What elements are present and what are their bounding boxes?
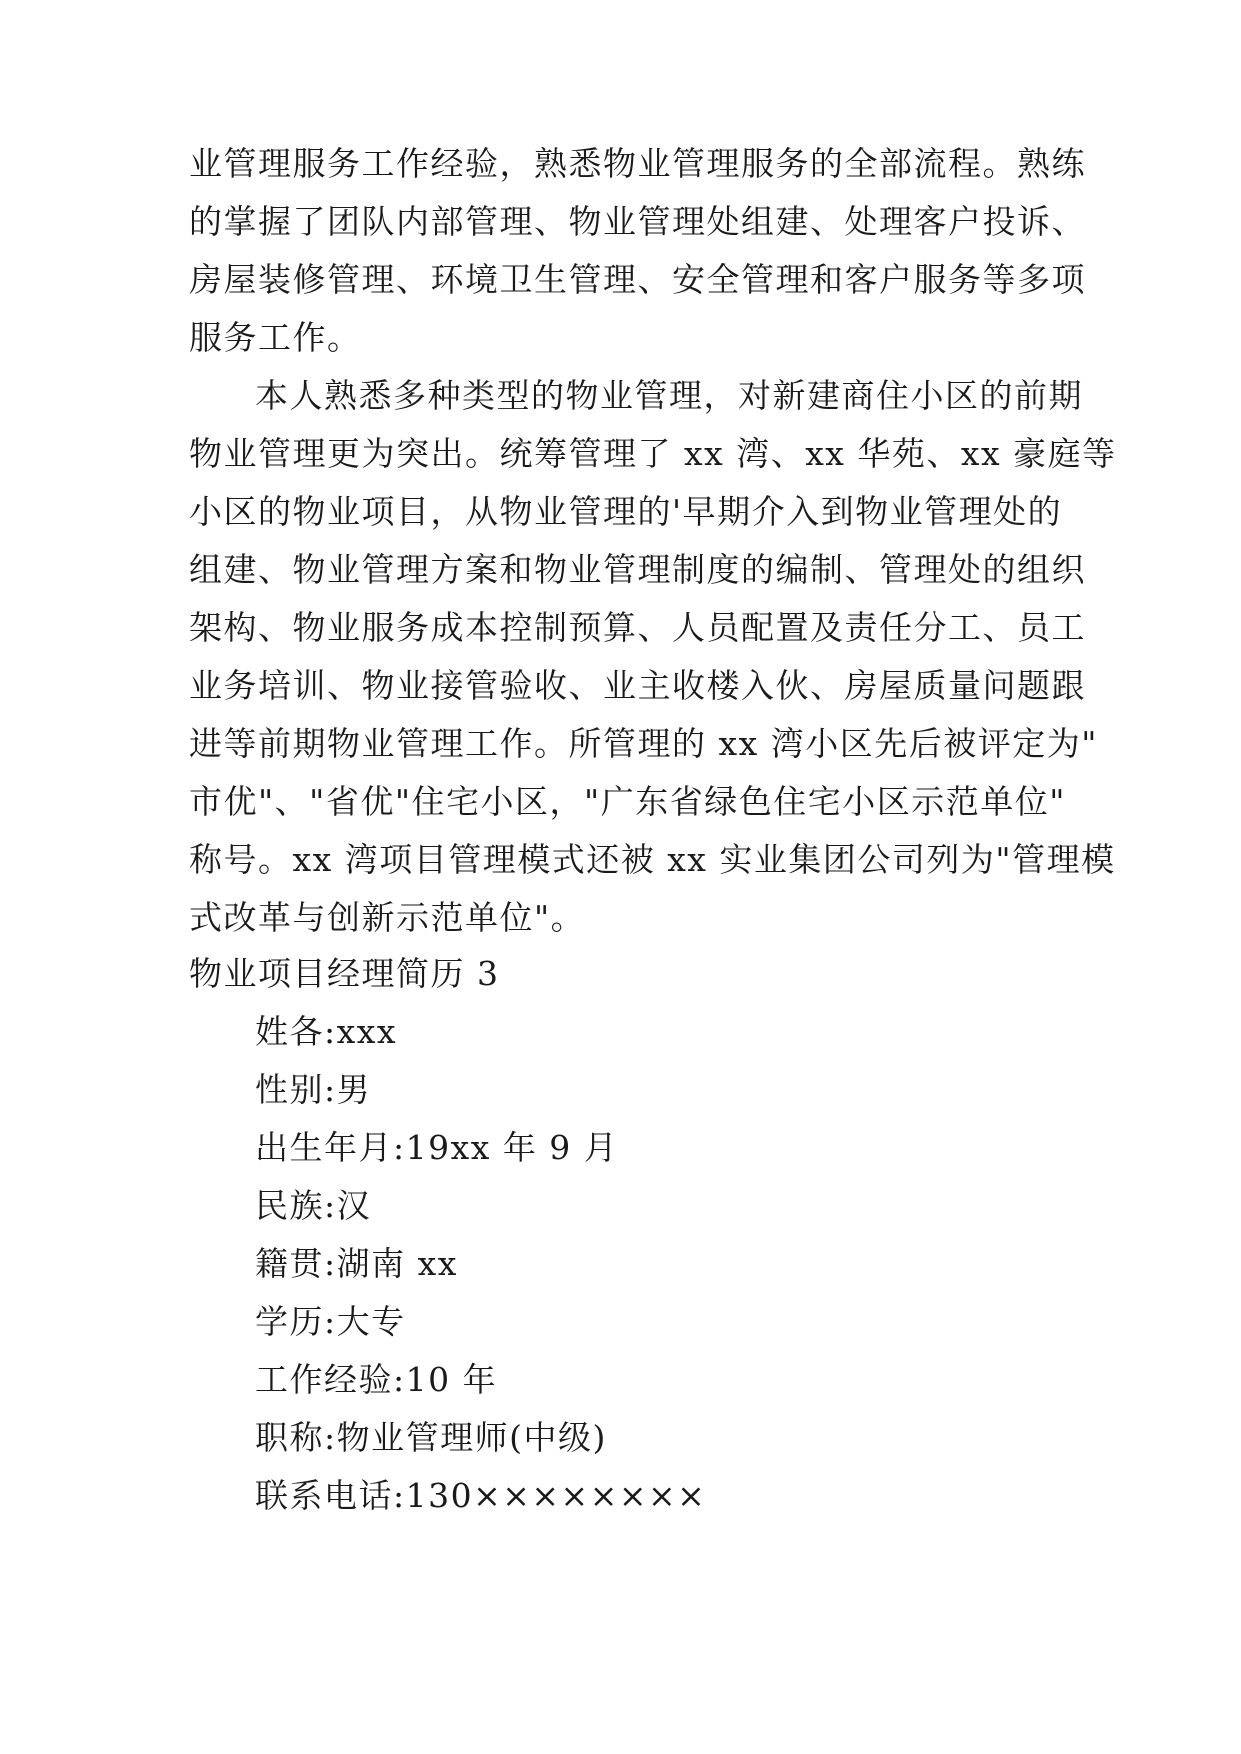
paragraph-1-line-4: 服务工作。 [189, 318, 362, 357]
paragraph-2-line-3: 小区的物业项目，从物业管理的'早期介入到物业管理处的 [189, 492, 1063, 531]
paragraph-1-line-3: 房屋装修管理、环境卫生管理、安全管理和客户服务等多项 [189, 260, 1086, 299]
paragraph-2-line-8: 市优"、"省优"住宅小区，"广东省绿色住宅小区示范单位" [189, 782, 1066, 821]
section-title: 物业项目经理简历 3 [189, 954, 500, 993]
paragraph-2-line-10: 式改革与创新示范单位"。 [189, 898, 586, 937]
field-phone: 联系电话:130×××××××× [255, 1476, 707, 1515]
paragraph-1-line-2: 的掌握了团队内部管理、物业管理处组建、处理客户投诉、 [189, 202, 1086, 241]
field-gender: 性别:男 [255, 1070, 372, 1109]
field-birth-date: 出生年月:19xx 年 9 月 [255, 1128, 619, 1167]
field-education: 学历:大专 [255, 1302, 406, 1341]
paragraph-2-line-6: 业务培训、物业接管验收、业主收楼入伙、房屋质量问题跟 [189, 666, 1086, 705]
field-title: 职称:物业管理师(中级) [255, 1418, 607, 1457]
paragraph-2-line-2: 物业管理更为突出。统筹管理了 xx 湾、xx 华苑、xx 豪庭等 [189, 434, 1117, 473]
paragraph-2-line-1: 本人熟悉多种类型的物业管理，对新建商住小区的前期 [255, 376, 1083, 415]
field-ethnicity: 民族:汉 [255, 1186, 372, 1225]
field-experience: 工作经验:10 年 [255, 1360, 498, 1399]
paragraph-2-line-9: 称号。xx 湾项目管理模式还被 xx 实业集团公司列为"管理模 [189, 840, 1116, 879]
paragraph-2-line-7: 进等前期物业管理工作。所管理的 xx 湾小区先后被评定为" [189, 724, 1098, 763]
paragraph-2-line-4: 组建、物业管理方案和物业管理制度的编制、管理处的组织 [189, 550, 1086, 589]
field-name: 姓各:xxx [255, 1012, 397, 1051]
field-hometown: 籍贯:湖南 xx [255, 1244, 458, 1283]
paragraph-2-line-5: 架构、物业服务成本控制预算、人员配置及责任分工、员工 [189, 608, 1086, 647]
paragraph-1-line-1: 业管理服务工作经验，熟悉物业管理服务的全部流程。熟练 [189, 144, 1086, 183]
